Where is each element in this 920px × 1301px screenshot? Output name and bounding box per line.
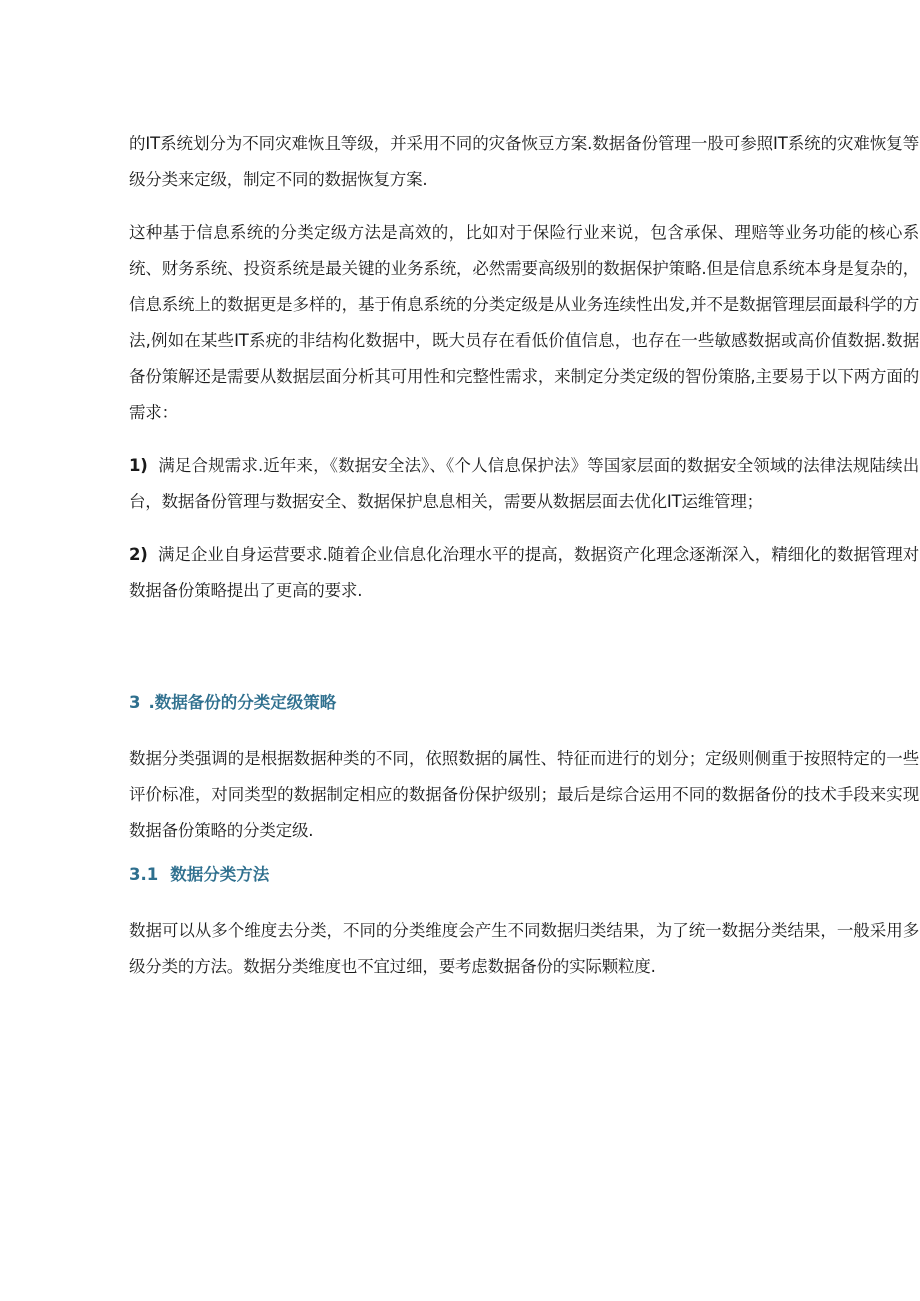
section-title: .数据备份的分类定级策略 [148, 693, 337, 712]
list-item-number: 2) [129, 545, 148, 564]
document-page [129, 126, 919, 985]
paragraph-section-3-1: 数据可以从多个维度去分类，不同的分类维度会产生不同数据归类结果，为了统一数据分类结果，一般采用多级分类的方法。数据分类维度也不宜过细，要考虑数据备份的实际颗粒度. [129, 921, 919, 976]
paragraph-recovery-levels: 的IT系统划分为不同灾难恢且等级，并采用不同的灾备恢豆方案.数据备份管理一股可参照IT系统的灾难恢复等级分类来定级，制定不同的数据恢复方案. [129, 134, 919, 189]
section-heading-3-1 [129, 863, 919, 887]
list-item-number: 1) [129, 456, 148, 475]
section-number: 3.1 [129, 865, 159, 884]
section-title: 数据分类方法 [170, 865, 270, 884]
paragraph-section-3: 数据分类强调的是根据数据种类的不同，依照数据的属性、特征而进行的划分；定级则侧重于按照特定的一些评价标准，对同类型的数据制定相应的数据备份保护级别；最后是综合运用不同的数据备份的技术手段来实现数据备份策略的分类定级. [129, 749, 919, 840]
section-number: 3 [129, 693, 141, 712]
list-item-compliance [129, 448, 919, 520]
section-heading-3 [129, 691, 919, 715]
paragraph-classification-method: 这种基于信息系统的分类定级方法是高效的，比如对于保险行业来说，包含承保、理赔等业务功能的核心系统、财务系统、投资系统是最关键的业务系统，必然需要高级别的数据保护策略.但是信息系统本身是复杂的，信息系统上的数据更是多样的，基于侑息系统的分类定级是从业务连续性出发,并不是数据管理层面最科学的方法,例如在某些IT系疣的非结构化数据中，既大员存在看低价值信息，也存在一些敏感数据或高价值数据.数据备份策解还是需要从数据层面分析其可用性和完整性需求，来制定分类定级的智份策胳,主要易于以下两方面的需求： [129, 223, 919, 422]
list-item-text: 满足合规需求.近年来，《数据安全法》、《个人信息保护法》等国家层面的数据安全领域的法律法规陆续出台，数据备份管理与数据安全、数据保护息息相关，需要从数据层面去优化IT运维管理； [129, 456, 919, 511]
list-item-operations [129, 537, 919, 609]
list-item-text: 满足企业自身运营要求.随着企业信息化治理水平的提高，数据资产化理念逐渐深入，精细化的数据管理对数据备份策略提出了更高的要求. [129, 545, 919, 600]
